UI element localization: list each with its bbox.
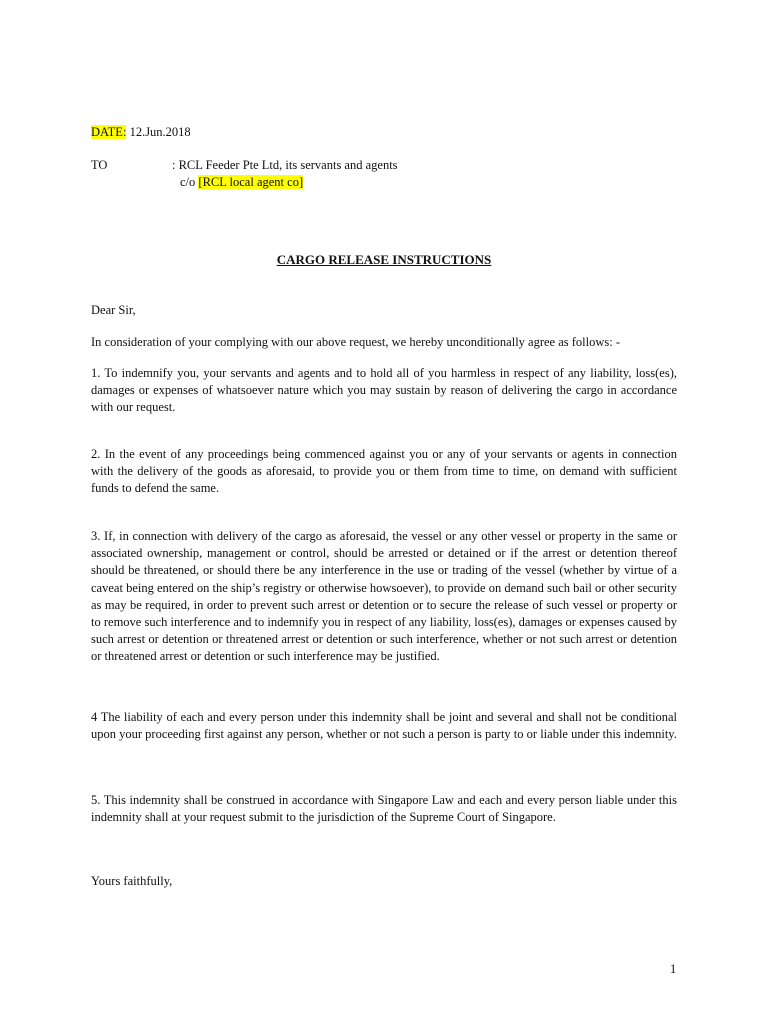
care-of-agent: [RCL local agent co] (198, 175, 304, 189)
clause-2: 2. In the event of any proceedings being commenced against you or any of your servants or agents in connection with the delivery of the goods as aforesaid, to provide you or them from time to time, on demand with sufficient funds to defend the same. (91, 447, 677, 496)
clause-5: 5. This indemnity shall be construed in accordance with Singapore Law and each and every person liable under this indemnity shall at your request submit to the jurisdiction of the Supreme Court of Singapore. (91, 793, 677, 825)
date-label: DATE (91, 125, 123, 139)
intro-paragraph: In consideration of your complying with our above request, we hereby unconditionally agree as follows: - (91, 335, 621, 349)
clause-4: 4 The liability of each and every person under this indemnity shall be joint and several and shall not be conditional upon your proceeding first against any person, whether or not such a person is party to or liable under this indemnity. (91, 710, 677, 742)
date-line (91, 124, 191, 141)
date-colon: : (122, 125, 127, 139)
salutation: Dear Sir, (91, 303, 136, 317)
page-number: 1 (670, 962, 677, 976)
clause-3: 3. If, in connection with delivery of the cargo as aforesaid, the vessel or any other vessel or property in the same or associated ownership, management or control, should be arrested or detained or if the arrest or detention thereof should be threatened, or should there be any interference in the use or trading of the vessel (whether by virtue of a caveat being entered on the ship’s registry or otherwise howsoever), to provide on demand such bail or other security as may be required, in order to prevent such arrest or detention or to secure the release of such vessel or property or to remove such interference and to indemnify you in respect of any liability, loss(es), damages or expenses caused by such arrest or detention or threatened arrest or detention or such interference, whether or not such arrest or detention or threatened arrest or detention or such interference may be justified. (91, 529, 677, 664)
care-of-prefix: c/o (180, 175, 196, 189)
document-title: CARGO RELEASE INSTRUCTIONS (276, 252, 492, 267)
clause-1: 1. To indemnify you, your servants and agents and to hold all of you harmless in respect of any liability, loss(es), damages or expenses of whatsoever nature which you may sustain by reason of delivering the cargo in accordance with our request. (91, 366, 677, 415)
closing: Yours faithfully, (91, 874, 173, 888)
to-label: TO (91, 158, 108, 172)
care-of-line (180, 174, 303, 191)
date-value: 12.Jun.2018 (129, 125, 191, 139)
to-value: : RCL Feeder Pte Ltd, its servants and agents (172, 158, 398, 172)
